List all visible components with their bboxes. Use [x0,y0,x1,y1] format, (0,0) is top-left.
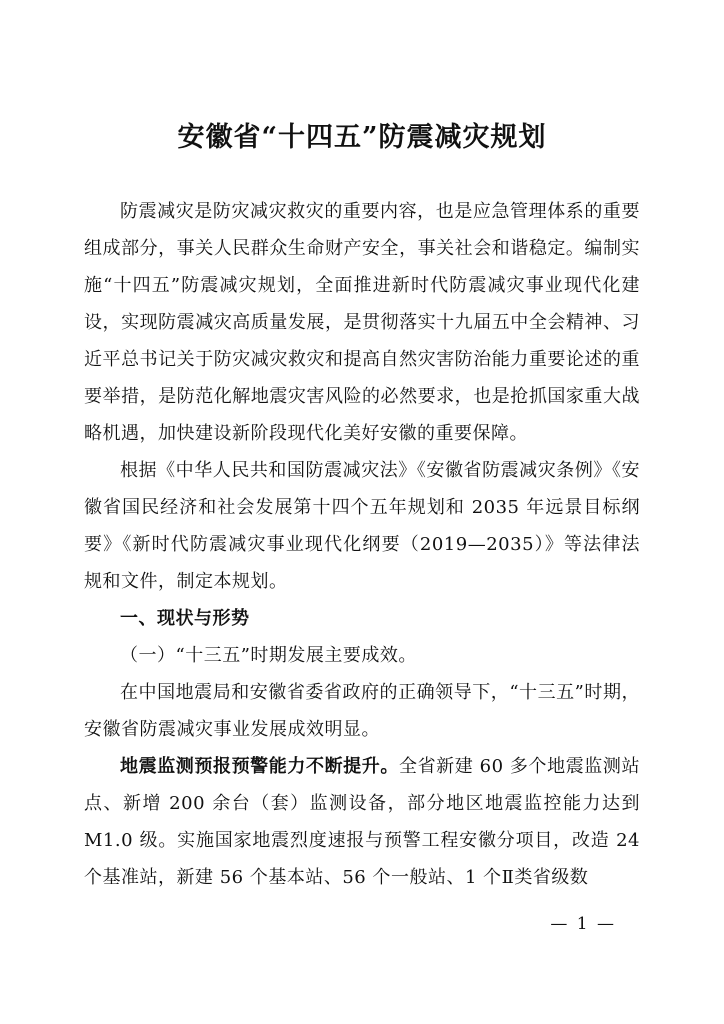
monitoring-text: 全省新建 60 多个地震监测站点、新增 200 余台（套）监测设备，部分地区地震监控能力达到 M1.0 级。实施国家地震烈度速报与预警工程安徽分项目，改造 24 个基准站，新建 56 个基本站、56 个一般站、1 个Ⅱ类省级数 [84,756,640,888]
section-heading: 一、现状与形势 [120,608,250,629]
achievement-paragraph: 在中国地震局和安徽省委省政府的正确领导下，“十三五”时期，安徽省防震减灾事业发展成效明显。 [84,682,640,740]
monitoring-lead: 地震监测预报预警能力不断提升。 [120,756,399,777]
page-number: — 1 — [550,914,616,934]
subsection-heading: （一）“十三五”时期发展主要成效。 [120,645,417,666]
document-title: 安徽省“十四五”防震减灾规划 [177,122,547,153]
monitoring-paragraph [84,748,640,896]
intro-paragraph: 防震减灾是防灾减灾救灾的重要内容，也是应急管理体系的重要组成部分，事关人民群众生命财产安全，事关社会和谐稳定。编制实施“十四五”防震减灾规划，全面推进新时代防震减灾事业现代化建设，实现防震减灾高质量发展，是贯彻落实十九届五中全会精神、习近平总书记关于防灾减灾救灾和提高自然灾害防治能力重要论述的重要举措，是防范化解地震灾害风险的必然要求，也是抢抓国家重大战略机遇，加快建设新阶段现代化美好安徽的重要保障。 [84,201,640,444]
document-body [84,193,640,896]
basis-paragraph: 根据《中华人民共和国防震减灾法》《安徽省防震减灾条例》《安徽省国民经济和社会发展第十四个五年规划和 2035 年远景目标纲要》《新时代防震减灾事业现代化纲要（2019—2035）》等法律法规和文件，制定本规划。 [84,460,640,592]
